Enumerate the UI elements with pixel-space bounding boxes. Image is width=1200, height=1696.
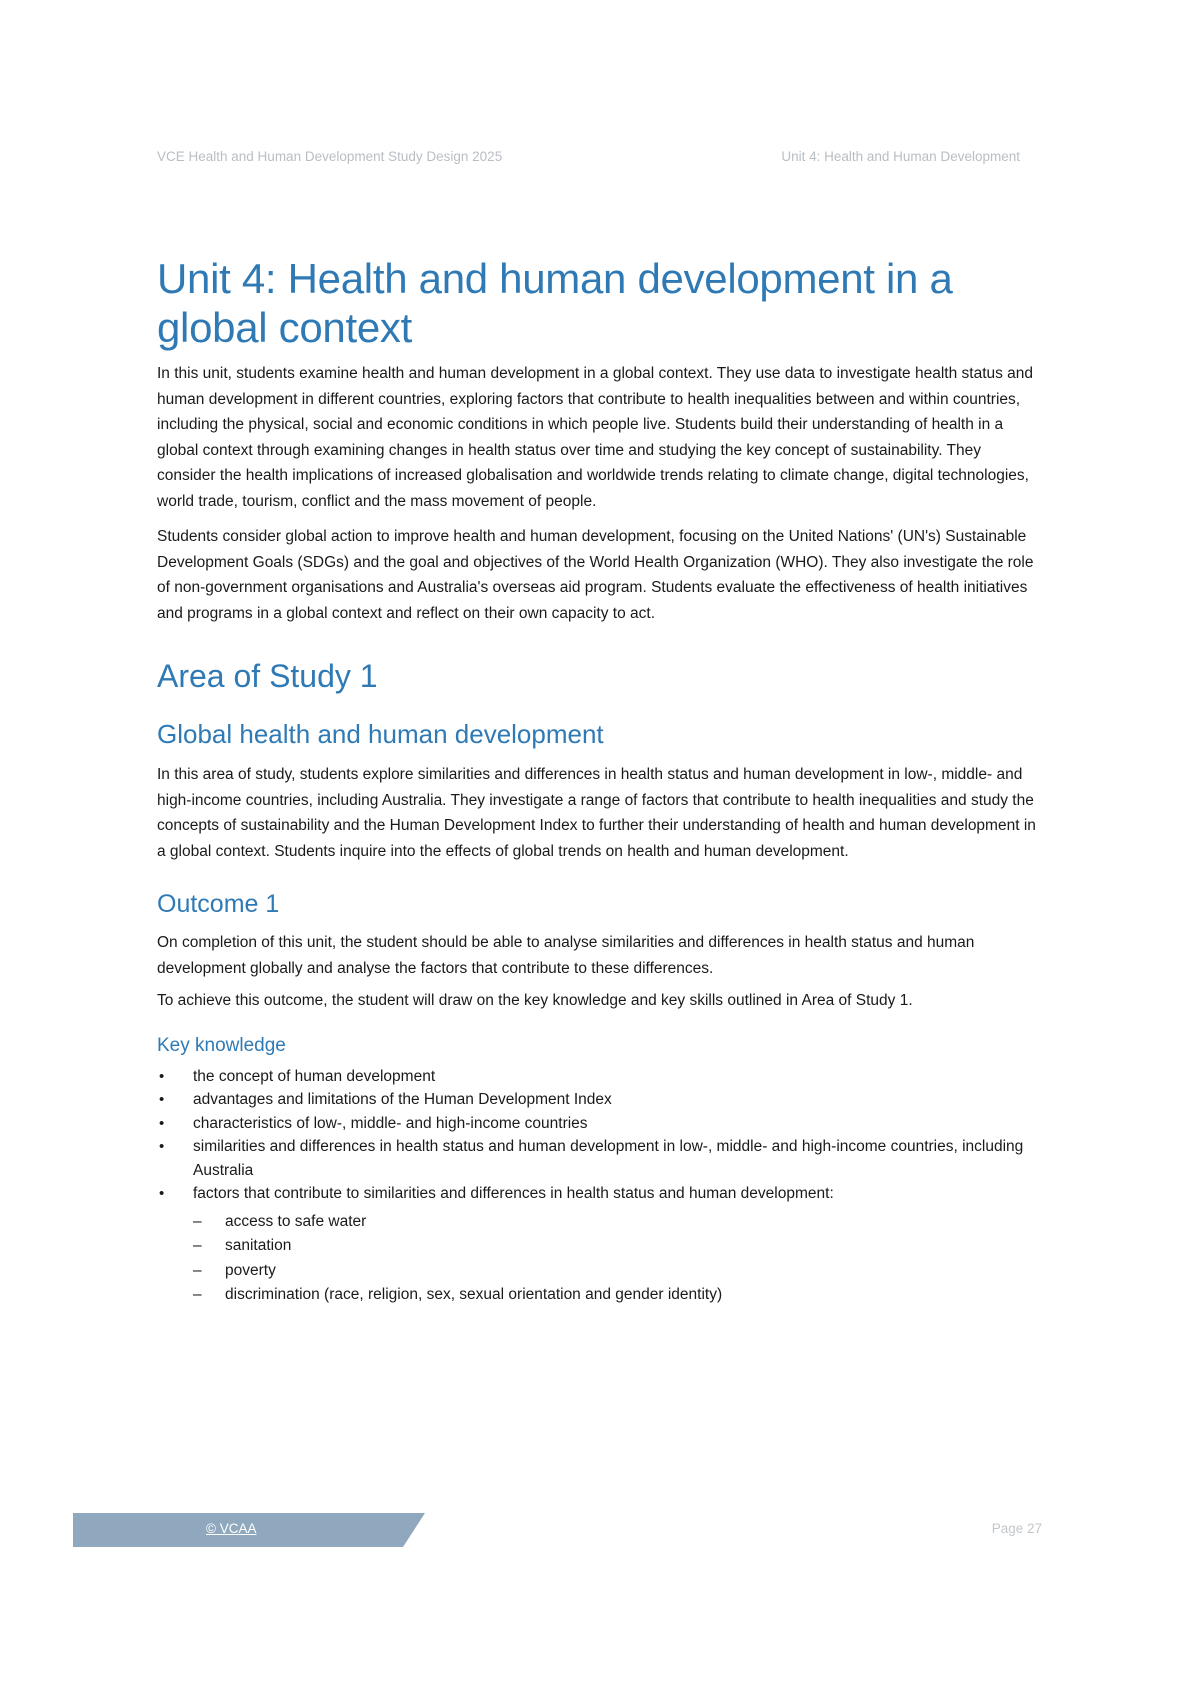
bullet-icon: •	[159, 1138, 165, 1155]
copyright-link[interactable]: © VCAA	[206, 1521, 257, 1536]
sub-list-item	[193, 1259, 1037, 1284]
list-item	[157, 1088, 1037, 1112]
sub-list-item-text: access to safe water	[225, 1212, 367, 1230]
key-knowledge-list	[157, 1065, 1037, 1308]
page-number: Page 27	[991, 1521, 1042, 1536]
outcome-title: Outcome 1	[157, 890, 280, 918]
list-item-text: the concept of human development	[193, 1067, 436, 1085]
bullet-icon: •	[159, 1067, 165, 1085]
list-item-text: similarities and differences in health status and human development in low-, middle- and high-income countries, including Australia	[193, 1138, 1024, 1179]
area-of-study-subtitle: Global health and human development	[157, 719, 604, 749]
sub-list-item	[193, 1210, 1037, 1235]
list-item-text: advantages and limitations of the Human Development Index	[193, 1091, 612, 1108]
unit-title: Unit 4: Health and human development in a global context	[157, 255, 953, 351]
sub-list-item-text: sanitation	[225, 1237, 292, 1254]
key-knowledge-title: Key knowledge	[157, 1034, 286, 1056]
dash-icon: –	[193, 1212, 202, 1230]
sub-list-item-text: discrimination (race, religion, sex, sexual orientation and gender identity)	[225, 1286, 723, 1303]
area-of-study-title: Area of Study 1	[157, 658, 378, 694]
header-document-title: VCE Health and Human Development Study Design 2025	[157, 149, 503, 164]
list-item-text: characteristics of low-, middle- and high-income countries	[193, 1114, 588, 1132]
unit-intro-paragraph-1: In this unit, students examine health and human development in a global context. They use data to investigate health status and human development in different countries, exploring factors that contribute to health inequalities between and within countries, including the physical, social and economic conditions in which people live. Students build their understanding of health in a global context through examining changes in health status over time and studying the key concept of sustainability. They consider the health implications of increased globalisation and worldwide trends relating to climate change, digital technologies, world trade, tourism, conflict and the mass movement of people.	[157, 365, 1034, 510]
list-item	[157, 1112, 1037, 1136]
unit-intro-paragraph-2: Students consider global action to improve health and human development, focusing on the United Nations' (UN's) Sustainable Development Goals (SDGs) and the goal and objectives of the World Health Organization (WHO). They also investigate the role of non-government organisations and Australia's overseas aid program. Students evaluate the effectiveness of health initiatives and programs in a global context and reflect on their own capacity to act.	[157, 528, 1034, 622]
sub-list-item	[193, 1283, 1037, 1308]
outcome-statement: On completion of this unit, the student should be able to analyse similarities and differences in health status and human development globally and analyse the factors that contribute to these differences.	[157, 934, 975, 977]
area-of-study-description: In this area of study, students explore similarities and differences in health status and human development in low-, middle- and high-income countries, including Australia. They investigate a range of factors that contribute to health inequalities and study the concepts of sustainability and the Human Development Index to further their understanding of health and human development in a global context. Students inquire into the effects of global trends on health and human development.	[157, 766, 1036, 860]
dash-icon: –	[193, 1261, 202, 1279]
bullet-icon: •	[159, 1091, 165, 1108]
list-item	[157, 1182, 1037, 1308]
list-item	[157, 1135, 1037, 1182]
bullet-icon: •	[159, 1114, 165, 1132]
dash-icon: –	[193, 1237, 202, 1254]
outcome-achieve-note: To achieve this outcome, the student will draw on the key knowledge and key skills outlined in Area of Study 1.	[157, 992, 913, 1009]
page-header	[157, 149, 1020, 167]
sub-list-item-text: poverty	[225, 1261, 276, 1279]
list-item	[157, 1065, 1037, 1089]
bullet-icon: •	[159, 1185, 165, 1202]
factors-sublist	[193, 1210, 1037, 1308]
list-item-text: factors that contribute to similarities and differences in health status and human development:	[193, 1185, 834, 1202]
sub-list-item	[193, 1234, 1037, 1259]
header-unit-title: Unit 4: Health and Human Development	[781, 149, 1020, 164]
dash-icon: –	[193, 1286, 202, 1303]
page-content	[157, 254, 1037, 1308]
